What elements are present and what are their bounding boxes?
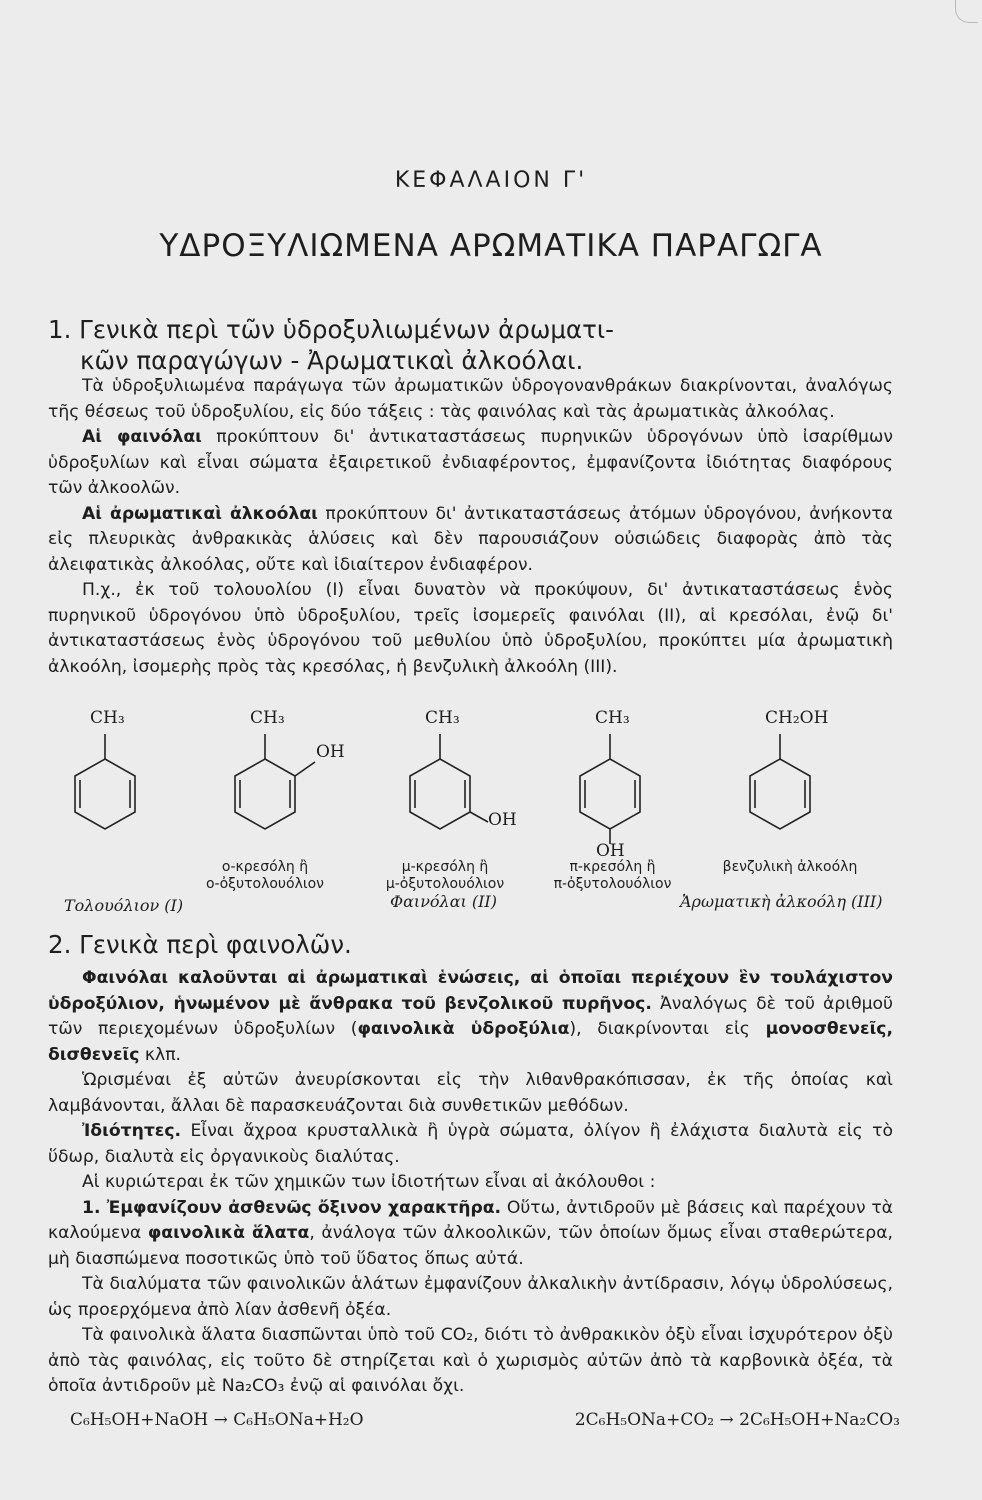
para-ch3-label: CH₃ [595,708,630,728]
term-valence: μονοσθενεῖς, δισθενεῖς [48,1019,893,1065]
ortho-caption-line-2: ο-ὀξυτολουόλιον [205,876,324,892]
meta-caption-line-1: μ-κρεσόλη ἢ [401,859,489,875]
paragraph-text: κλπ. [139,1044,182,1065]
term-phenolic-salts: φαινολικὰ ἅλατα [147,1223,310,1243]
paragraph-text: Εἶναι ἄχροα κρυσταλλικὰ ἢ ὑγρὰ σώματα, ὀλίγον ἢ ἐλάχιστα διαλυτὰ εἰς τὸ ὕδωρ, διαλυτὰ εἰς ὀργανικοὺς διαλύτας. [48,1121,893,1167]
paragraph: Π.χ., ἐκ τοῦ τολουολίου (Ι) εἶναι δυνατὸν νὰ προκύψουν, δι' ἀντικαταστάσεως ἑνὸς πυρηνικοῦ ὑδρογόνου ὑπὸ ὑδροξυλίου, τρεῖς ἰσομερεῖς φαινόλαι (ΙΙ), αἱ κρεσόλαι, ἐνῷ δι' ἀντικαταστάσεως ἑνὸς ὑδρογόνου τοῦ μεθυλίου ὑπὸ ὑδροξυλίου, προκύπτει μία ἀρωματικὴ ἀλκοόλη, ἰσομερὴς πρὸς τὰς κρεσόλας, ἡ βενζυλικὴ ἀλκοόλη (ΙΙΙ). [48,580,893,677]
paragraph [48,1119,893,1170]
section-1-title-line-2: κῶν παραγώγων - Ἀρωματικαὶ ἀλκοόλαι. [80,346,584,375]
section-1-title [48,314,908,376]
aromatic-alcohol-label: Ἀρωματικὴ ἀλκοόλη (ΙΙΙ) [680,892,883,911]
paragraph: Τὰ διαλύματα τῶν φαινολικῶν ἁλάτων ἐμφανίζουν ἀλκαλικὴν ἀντίδρασιν, λόγῳ ὑδρολύσεως, ὡς προερχόμενα ἀπὸ λίαν ἀσθενῆ ὀξέα. [48,1274,893,1320]
paragraph-text: Ἀναλόγως δὲ τοῦ ἀριθμοῦ τῶν περιεχομένων ὑδροξυλίων ( [48,993,893,1039]
paragraph [48,1196,893,1273]
para-oh-label: OH [596,841,625,861]
benzene-ring-benzyl-alcohol [750,734,810,829]
section-1-body [48,374,893,680]
term-aromatic-alcohols: Αἱ ἀρωματικαὶ ἀλκοόλαι [82,503,318,524]
section-1-title-line-1: 1. Γενικὰ περὶ τῶν ὑδροξυλιωμένων ἀρωματι- [48,315,614,344]
toluene-ch3-label: CH₃ [90,708,125,728]
term-phenols: Αἱ φαινόλαι [82,427,202,447]
scan-corner-mark [955,0,978,23]
benzyl-caption: βενζυλικὴ ἀλκοόλη [722,859,858,875]
paragraph: Ὡρισμέναι ἐξ αὐτῶν ἀνευρίσκονται εἰς τὴν λιθανθρακόπισσαν, ἐκ τῆς ὁποίας καὶ λαμβάνονται, ἄλλαι δὲ παρασκευάζονται διὰ συνθετικῶν μεθόδων. [48,1070,893,1116]
meta-ch3-label: CH₃ [425,708,460,728]
equations-line [70,1410,900,1430]
paragraph-text: Οὕτω, ἀντιδροῦν μὲ βάσεις καὶ παρέχουν τὰ καλούμενα [48,1197,893,1243]
ortho-caption [195,859,335,893]
chemical-structures [40,704,910,924]
equation-2: 2C₆H₅ONa+CO₂ → 2C₆H₅OH+Na₂CO₃ [574,1410,900,1430]
chapter-label: ΚΕΦΑΛΑΙΟΝ Γ' [394,168,588,193]
equation-1: C₆H₅OH+NaOH → C₆H₅ONa+H₂O [70,1410,364,1430]
phenol-definition: Φαινόλαι καλοῦνται αἱ ἀρωματικαὶ ἑνώσεις, αἱ ὁποῖαι περιέχουν ἓν τουλάχιστον ὑδροξύλιον, ἡνωμένον μὲ ἄνθρακα τοῦ βενζολικοῦ πυρῆνος. [48,968,893,1014]
paragraph: Αἱ κυριώτεραι ἐκ τῶν χημικῶν των ἰδιοτήτων εἶναι αἱ ἀκόλουθοι : [82,1172,656,1192]
para-caption-line-2: π-ὀξυτολουόλιον [553,876,672,892]
section-2-title: 2. Γενικὰ περὶ φαινολῶν. [48,930,352,959]
para-caption [540,859,685,893]
paragraph-text: προκύπτουν δι' ἀντικαταστάσεως ἀτόμων ὑδρογόνου, ἀνήκοντα εἰς πλευρικὰς ἀνθρακικὰς ἁλύσεις καὶ δὲν παρουσιάζουν οὐσιώδεις διαφορὰς ἀπὸ τὰς ἀλειφατικὰς ἀλκοόλας, οὔτε καὶ ἰδιαίτερον ἐνδιαφέρον. [48,503,893,575]
meta-caption [370,859,520,893]
benzyl-ch2oh-label: CH₂OH [765,708,829,728]
paragraph-text: προκύπτουν δι' ἀντικαταστάσεως πυρηνικῶν ὑδρογόνων ὑπὸ ἰσαρίθμων ὑδροξυλίων καὶ εἶναι σώματα ἐξαιρετικοῦ ἐνδιαφέροντος, ἐμφανίζοντα ἰδιότητας διαφόρους τῶν ἀλκοολῶν. [48,427,893,498]
benzene-ring-toluene [75,734,135,829]
paragraph: Τὰ φαινολικὰ ἅλατα διασπῶνται ὑπὸ τοῦ CO₂, διότι τὸ ἀνθρακικὸν ὀξὺ εἶναι ἰσχυρότερον ὀξὺ ἀπὸ τὰς φαινόλας, εἰς τοῦτο δὲ στηρίζεται καὶ ὁ χωρισμὸς αὐτῶν ἀπὸ τὰ καρβονικὰ ὀξέα, τὰ ὁποῖα ἀντιδροῦν μὲ Na₂CO₃ ἐνῷ αἱ φαινόλαι ὄχι. [48,1325,893,1396]
properties-heading: Ἰδιότητες. [82,1121,182,1141]
meta-caption-line-2: μ-ὀξυτολουόλιον [385,876,505,892]
para-caption-line-1: π-κρεσόλη ἢ [569,859,656,875]
ortho-caption-line-1: ο-κρεσόλη ἢ [221,859,309,875]
term-phenolic-hydroxyls: φαινολικὰ ὑδροξύλια [357,1019,570,1039]
paragraph: Τὰ ὑδροξυλιωμένα παράγωγα τῶν ἀρωματικῶν ὑδρογονανθράκων διακρίνονται, ἀναλόγως τῆς θέσεως τοῦ ὑδροξυλίου, εἰς δύο τάξεις : τὰς φαινόλας καὶ τὰς ἀρωματικὰς ἀλκοόλας. [48,376,893,422]
paragraph [48,425,893,502]
paragraph [48,966,893,1068]
benzene-ring-meta-cresol [410,734,488,829]
benzene-ring-para-cresol [580,734,640,844]
paragraph-text: , ἀνάλογα τῶν ἀλκοολικῶν, τῶν ὁποίων ὅμως εἶναι σταθερώτερα, μὴ διασπώμενα ποσοτικῶς ὑπὸ τοῦ ὕδατος ὅπως αὐτά. [48,1223,894,1269]
property-1-heading: 1. Ἐμφανίζουν ἀσθενῶς ὄξινον χαρακτῆρα. [82,1197,502,1218]
phenols-label: Φαινόλαι (ΙΙ) [390,892,497,911]
ortho-ch3-label: CH₃ [250,708,285,728]
benzene-ring-ortho-cresol [235,734,315,829]
paragraph-text: ), διακρίνονται εἰς [569,1019,766,1039]
meta-oh-label: OH [488,810,517,830]
ortho-oh-label: OH [316,742,345,762]
toluene-label: Τολουόλιον (Ι) [64,896,184,915]
paragraph [48,502,893,579]
section-2-body [48,966,893,1400]
chapter-title: ΥΔΡΟΞΥΛΙΩΜΕΝΑ ΑΡΩΜΑΤΙΚΑ ΠΑΡΑΓΩΓΑ [159,228,823,264]
